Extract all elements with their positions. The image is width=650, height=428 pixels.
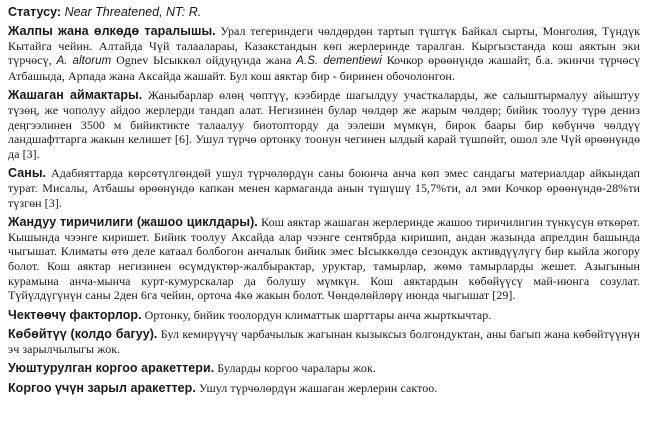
status-line <box>8 4 640 20</box>
section-heading: Жашаган аймактары. <box>8 88 143 103</box>
section-heading: Уюштурулган коргоо аракеттери. <box>8 361 215 376</box>
section-text: Адабияттарда көрсөтүлгөндөй ушул түрчөлөрдүн саны боюнча анча көп эмес сандагы материалдар айкындап турат. Мисалы, Атбашы өрөөнүндө капкан менен кармаганда анын түшүшү 15,7%ти, ал эми Кочкор өрөөнүндө-28%ти түзгөн [3]. <box>8 166 640 210</box>
status-value: Near Threatened, NT: R. <box>64 5 202 19</box>
section-text: Кош аяктар жашаган жерлеринде жашоо тиричилигин түнкүсүн өткөрөт. Кышында чээнге киришет. Бийик тоолуу Аксайда алар чээнге сентябрда киришип, андан жазында апрелдин башында чыгышат. Климаты өтө деле катаал болбогон анчалык бийик эмес Ысыккөлдө сезондук активдүүлүгү бир кыйла жогору болот. Кош аяктар негизинен өсүмдүктөр-жалбырактар, уруктар, тамырлар, жөмө тамырларды жешет. Азыгынын курамына анча-мынча курт-кумурскалар да болушу мүмкүн. Кош аяктардын көбөйүүсү май-июнга созулат. Түйүлдүгүнүн саны 2ден 6га чейин, орточа 4кө жакын болот. Чөндөлөйлөрү июнда чыгышат [29]. <box>8 215 640 303</box>
section-heading: Көбөйтүү (колдо багуу). <box>8 327 158 342</box>
taxon-name: A. altorum <box>56 55 112 68</box>
section-limiting-factors <box>8 308 640 323</box>
section-heading: Коргоо үчүн зарыл аракеттер. <box>8 381 196 396</box>
section-distribution <box>8 24 640 83</box>
section-heading: Жандуу тиричилиги (жашоо циклдары). <box>8 215 258 230</box>
section-text: Жаныбарлар өлөң чөптүү, кээбирде шагылдуу участкаларды, же салыштырмалуу айыштуу түзөң, же чополуу айдоо жерлерди тандап алат. Негизинен булар чөлдөр же жарым чөлдөр; бийик тоолуу түрө дениз деңгээлинен 3500 м бийиктикте талаалуу биотопторду да ээлеши мүмкүн, бирок баары бир көбүнчө чөлдүү ландшафттарга жакын келишет [6]. Ушул түрчө ортонку тоонун чегинен ылдый карай түшпөйт, ошол эле Чүй өрөөнүндө да [3]. <box>8 88 640 161</box>
section-lifecycle <box>8 215 640 303</box>
section-heading: Саны. <box>8 166 47 181</box>
section-text: Ognev Ысыккөл ойдуңунда жана <box>116 53 292 68</box>
section-text: Ортонку, бийик тоолордун климаттык шарттары анча жырткычтар. <box>144 307 492 322</box>
section-breeding <box>8 327 640 356</box>
section-measures-needed <box>8 381 640 396</box>
section-heading: Чектөөчү факторлор. <box>8 307 142 322</box>
section-text: Ушул түрчөлөрдүн жашаган жерлерин сактоо. <box>198 381 438 396</box>
section-text: Буларды коргоо чаралары жок. <box>217 361 376 376</box>
section-measures-taken <box>8 361 640 376</box>
section-text: Бул кемирүүчү чарбачылык жагынан кызыксыз болгондуктан, аны багып жана көбөйтүүнүн эч зарылчылыгы жок. <box>8 327 640 356</box>
status-label: Статусу: <box>8 5 62 19</box>
section-habitat <box>8 88 640 161</box>
section-heading: Жалпы жана өлкөдө таралышы. <box>8 24 216 38</box>
taxon-name: A.S. dementiewi <box>296 55 382 68</box>
section-numbers <box>8 166 640 210</box>
section-text: Кочкор өрөөнүндө жашайт, б.а. экинчи түрчөсү Атбашыда, Арпада жана Аксайда жашайт. Бул кош аяктар бир - биринен обочолонгон. <box>8 53 640 83</box>
section-text: Урал тегериндеги чөлдөрдөн тартып түштүк Байкал сырты, Монголия, Түндүк Кытайга чейин. Алтайда Чүй талаалараы, Казакстандын көп жерлеринде таралган. Кыргызстанда кош аяктын эки түрчөсү, <box>8 24 641 68</box>
